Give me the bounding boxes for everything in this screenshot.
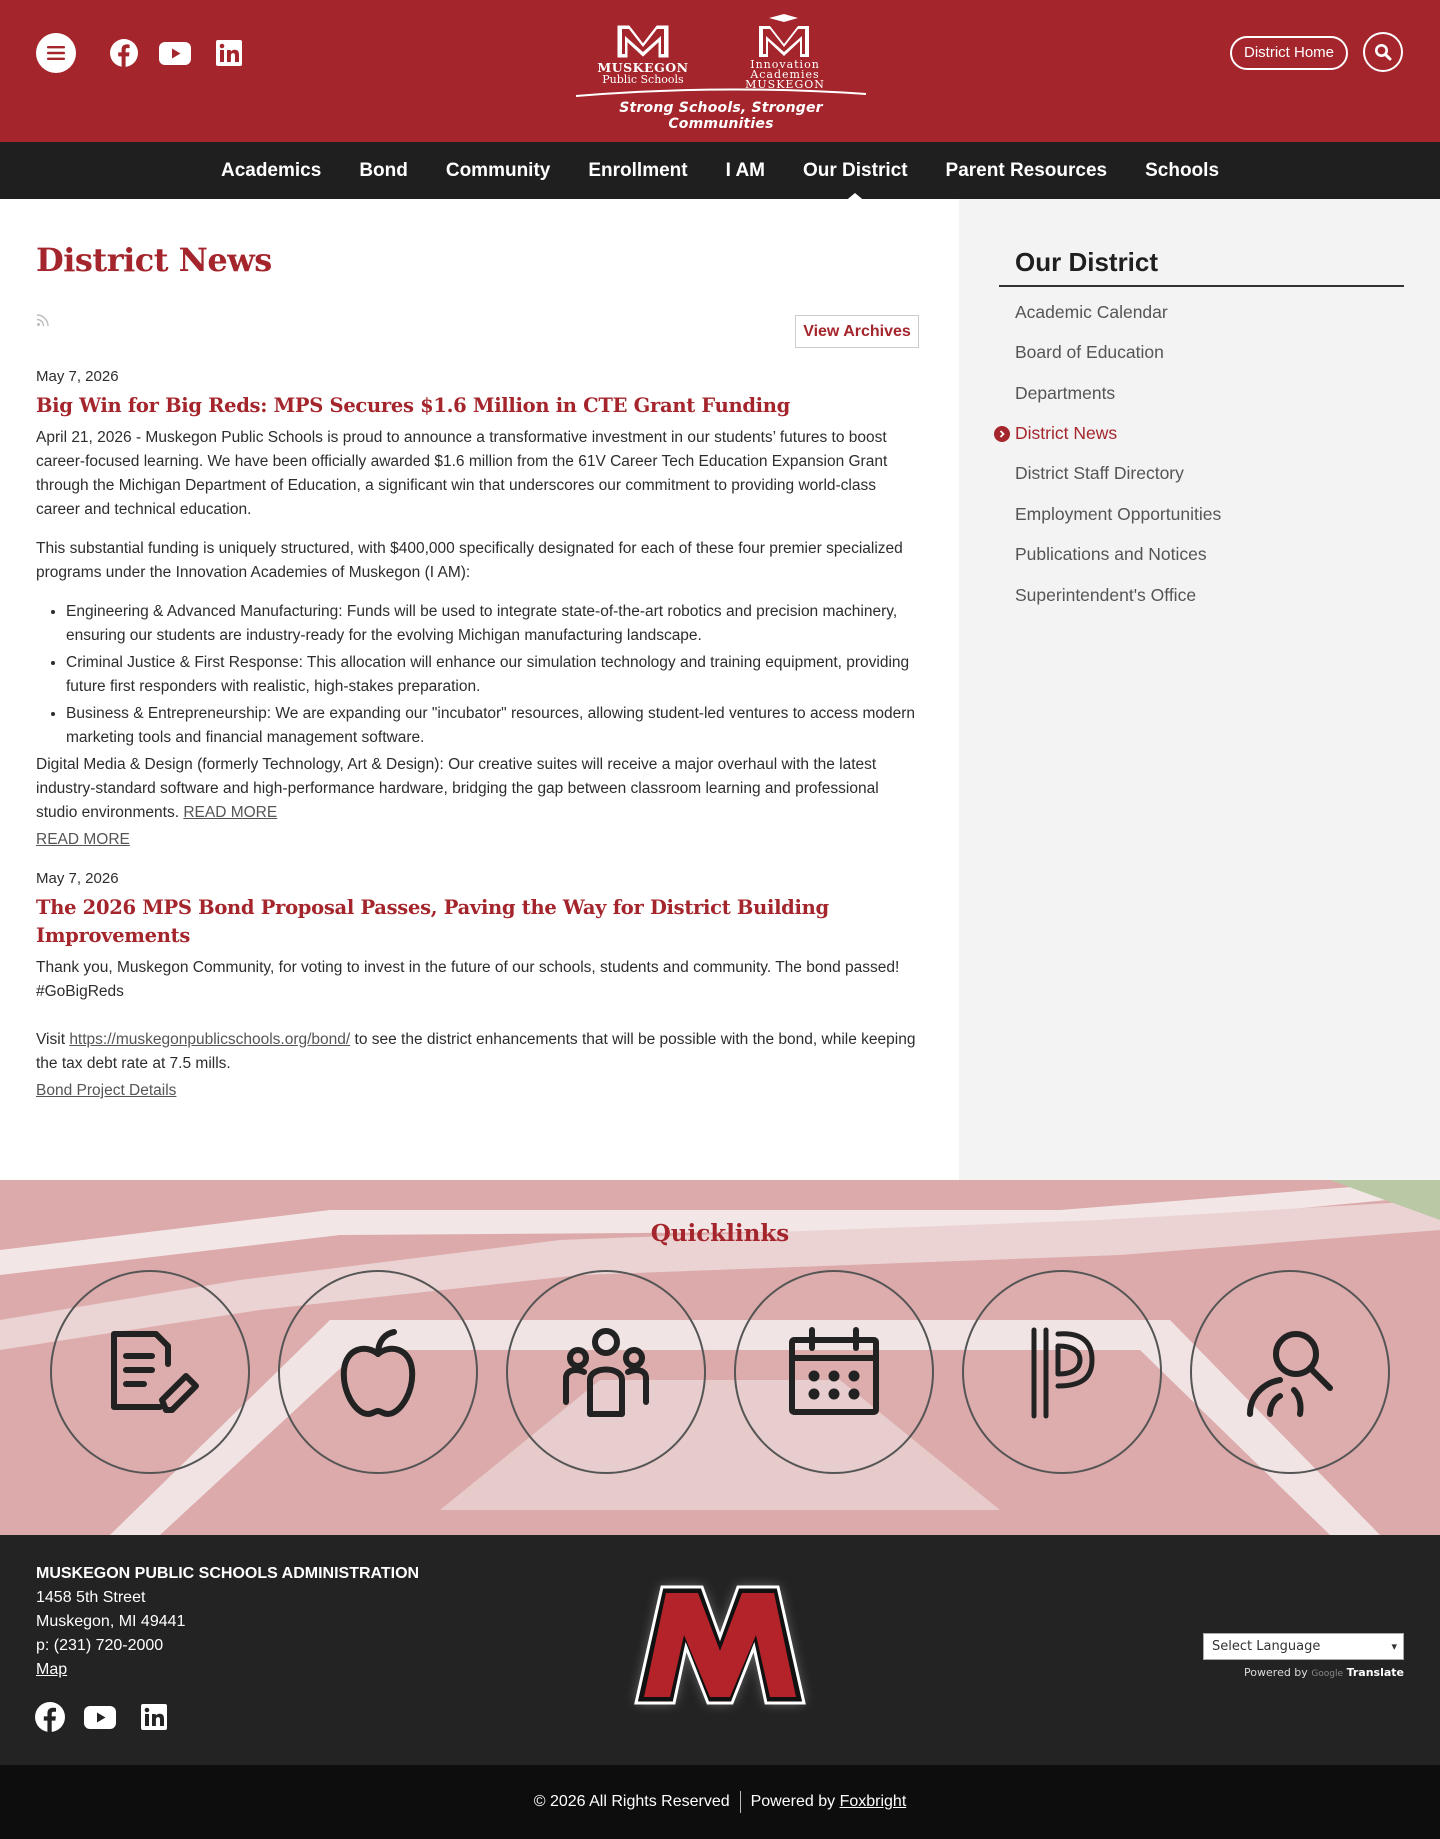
chevron-down-icon: ▾: [1391, 1640, 1397, 1653]
youtube-icon: [159, 42, 191, 65]
logo-left-line2: Public Schools: [602, 73, 684, 86]
footer-map-link[interactable]: Map: [36, 1661, 68, 1678]
linkedin-icon: [141, 1704, 167, 1730]
linkedin-icon: [216, 40, 242, 66]
foxbright-link[interactable]: Foxbright: [839, 1793, 907, 1810]
logo-right-line1: Innovation: [750, 58, 820, 71]
sidebar-divider: [999, 285, 1404, 287]
quicklinks-title: Quicklinks: [650, 1220, 790, 1247]
inline-read-more-link[interactable]: READ MORE: [183, 804, 278, 821]
translate-powered-by: Powered by: [1244, 1666, 1308, 1679]
news-article: [36, 867, 920, 1103]
document-edit-icon: [100, 1322, 200, 1422]
bond-url-link[interactable]: https://muskegonpublicschools.org/bond/: [69, 1031, 351, 1048]
article-title[interactable]: Big Win for Big Reds: MPS Secures $1.6 Million in CTE Grant Funding: [36, 394, 791, 417]
article-paragraph-text: to see the district enhancements that will be possible with the bond, while keeping the tax debt rate at 7.5 mills.: [36, 1031, 916, 1072]
sidebar-item-superintendents-office[interactable]: Superintendent's Office: [1015, 585, 1197, 605]
read-more-link[interactable]: READ MORE: [36, 831, 130, 848]
powerschool-icon: [1012, 1322, 1112, 1422]
nav-parent-resources[interactable]: Parent Resources: [945, 159, 1108, 181]
quicklinks-section: [0, 1180, 1440, 1535]
footer-org-name: MUSKEGON PUBLIC SCHOOLS ADMINISTRATION: [36, 1565, 420, 1582]
sidebar-item-district-news[interactable]: District News: [1015, 423, 1118, 443]
footer-facebook-link[interactable]: [34, 1701, 66, 1733]
calendar-icon: [784, 1322, 884, 1422]
footer-youtube-link[interactable]: [84, 1701, 116, 1733]
article-date: May 7, 2026: [36, 870, 119, 887]
youtube-icon: [84, 1706, 116, 1729]
district-logo[interactable]: [566, 12, 876, 132]
nav-academics[interactable]: Academics: [220, 159, 322, 181]
apple-icon: [328, 1322, 428, 1422]
news-article: [36, 365, 920, 852]
nav-our-district[interactable]: Our District: [784, 160, 927, 182]
language-select[interactable]: [1203, 1633, 1404, 1660]
logo-left-line1: MUSKEGON: [597, 60, 689, 75]
people-group-icon: [556, 1322, 656, 1422]
nav-enrollment[interactable]: Enrollment: [588, 159, 688, 181]
quicklink-people-group[interactable]: [506, 1270, 706, 1474]
sidebar-title: Our District: [1015, 247, 1159, 277]
sidebar-item-board-of-education[interactable]: Board of Education: [1015, 342, 1164, 362]
facebook-icon: [35, 1702, 65, 1732]
footer-city: Muskegon, MI 49441: [36, 1613, 186, 1630]
sidebar-item-employment-opportunities[interactable]: Employment Opportunities: [1015, 504, 1222, 524]
footer-street: 1458 5th Street: [36, 1589, 146, 1606]
article-bullet-list: [36, 600, 920, 750]
list-item: • Engineering & Advanced Manufacturing: Funds will be used to integrate state-of-the-art robotics and precision machinery, ensuring our students are industry-ready for the evolving Michigan manufacturing landscape.: [66, 600, 920, 648]
site-footer: [0, 1535, 1440, 1765]
sidebar: [959, 199, 1440, 1180]
quicklink-powerschool[interactable]: [962, 1270, 1162, 1474]
logo-left-text: [586, 62, 700, 86]
chevron-right-icon: [994, 426, 1010, 442]
copyright-text: © 2026 All Rights Reserved: [533, 1793, 730, 1810]
facebook-icon: [110, 39, 138, 67]
youtube-link[interactable]: [159, 38, 191, 68]
article-paragraph-text: Visit: [36, 1031, 70, 1048]
view-archives-button[interactable]: View Archives: [795, 315, 919, 348]
article-title[interactable]: The 2026 MPS Bond Proposal Passes, Paving the Way for District Building Improvements: [36, 896, 829, 947]
rss-icon[interactable]: [36, 313, 50, 327]
logo-tagline: Strong Schools, Stronger Communities: [619, 100, 823, 132]
quicklink-user-search[interactable]: [1190, 1270, 1390, 1474]
nav-bond[interactable]: Bond: [359, 159, 408, 181]
article-date: May 7, 2026: [36, 368, 119, 385]
search-icon: [1374, 43, 1392, 61]
site-header: [0, 0, 1440, 142]
nav-community[interactable]: Community: [445, 159, 551, 181]
facebook-link[interactable]: [109, 38, 139, 68]
sidebar-item-publications-and-notices[interactable]: Publications and Notices: [1015, 544, 1207, 564]
google-translate-credit: [1203, 1666, 1404, 1679]
language-select-value: Select Language: [1212, 1639, 1321, 1654]
article-paragraph: Thank you, Muskegon Community, for voting to invest in the future of our schools, students and community. The bond passed! #GoBigReds: [36, 959, 900, 1000]
user-search-icon: [1240, 1322, 1340, 1422]
sidebar-item-academic-calendar[interactable]: Academic Calendar: [1015, 302, 1168, 322]
footer-address: [36, 1562, 419, 1682]
quicklink-calendar[interactable]: [734, 1270, 934, 1474]
article-paragraph: [36, 753, 920, 825]
search-button[interactable]: [1363, 32, 1403, 72]
list-item: • Business & Entrepreneurship: We are expanding our "incubator" resources, allowing student-led ventures to access modern marketing tools and financial management software.: [66, 702, 920, 750]
footer-phone: p: (231) 720-2000: [36, 1637, 164, 1654]
logo-right-line3: MUSKEGON: [745, 78, 825, 91]
big-red-m-logo: [616, 1575, 824, 1725]
article-paragraph: [36, 1028, 920, 1076]
nav-schools[interactable]: Schools: [1145, 159, 1220, 181]
linkedin-link[interactable]: [214, 38, 244, 68]
logo-right-line2: Academies: [750, 68, 820, 81]
bond-project-details-link[interactable]: Bond Project Details: [36, 1082, 177, 1099]
translate-link[interactable]: Translate: [1346, 1666, 1404, 1679]
logo-right-text: [730, 60, 840, 90]
article-paragraph: This substantial funding is uniquely structured, with $400,000 specifically designated for each of these four premier specialized programs under the Innovation Academies of Muskegon (I AM):: [36, 540, 903, 581]
nav-i-am[interactable]: I AM: [725, 159, 765, 181]
page-title: District News: [36, 241, 272, 279]
copyright-bar: [0, 1765, 1440, 1839]
sidebar-item-departments[interactable]: Departments: [1015, 383, 1116, 403]
google-wordmark: Google: [1311, 1669, 1344, 1679]
sidebar-item-district-staff-directory[interactable]: District Staff Directory: [1015, 463, 1184, 483]
article-paragraph-text: Digital Media & Design (formerly Technology, Art & Design): Our creative suites will receive a major overhaul with the latest industry-standard software and high-performance hardware, bridging the gap between classroom learning and professional studio environments.: [36, 756, 879, 821]
list-item: • Criminal Justice & First Response: This allocation will enhance our simulation technology and training equipment, providing future first responders with realistic, high-stakes preparation.: [66, 651, 920, 699]
powered-by-label: Powered by: [750, 1793, 836, 1810]
menu-button[interactable]: [36, 33, 76, 73]
quicklink-document-edit[interactable]: [50, 1270, 250, 1474]
quicklink-apple[interactable]: [278, 1270, 478, 1474]
footer-linkedin-link[interactable]: [138, 1701, 170, 1733]
divider: [740, 1791, 741, 1813]
main-nav: [0, 142, 1440, 199]
article-paragraph: April 21, 2026 - Muskegon Public Schools is proud to announce a transformative investment in our students’ futures to boost career-focused learning. We have been officially awarded $1.6 million from the 61V Career Tech Education Expansion Grant through the Michigan Department of Education, a significant win that underscores our commitment to providing world-class career and technical education.: [36, 429, 888, 518]
hamburger-icon: [47, 46, 65, 60]
district-home-button[interactable]: District Home: [1230, 36, 1348, 70]
